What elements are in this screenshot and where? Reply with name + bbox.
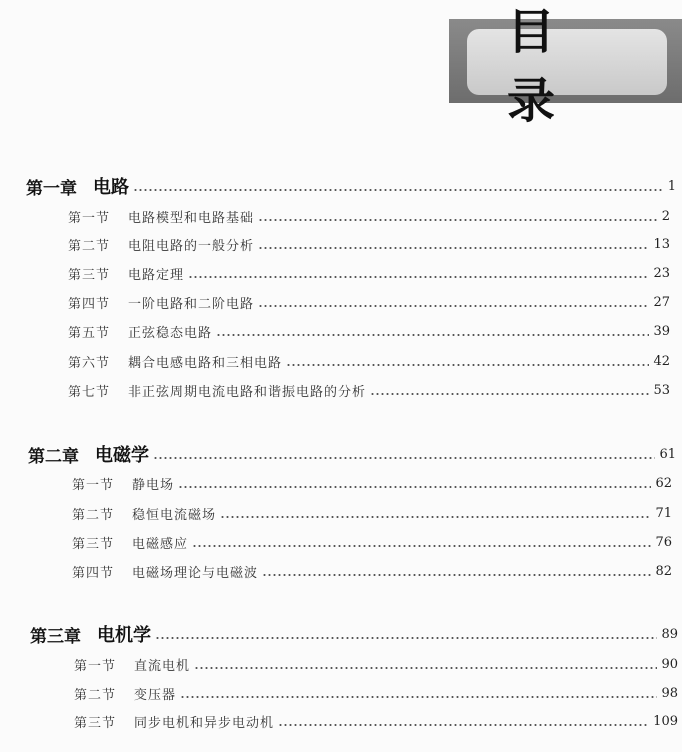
toc-chapter-row[interactable] <box>28 443 676 465</box>
page-number: 62 <box>655 475 672 491</box>
section-number: 第一节 <box>68 210 111 226</box>
page-number: 53 <box>653 382 670 398</box>
section-number: 第二节 <box>74 687 117 703</box>
page-number: 23 <box>653 265 670 281</box>
section-number: 第一节 <box>72 477 115 493</box>
page-number: 98 <box>661 685 678 701</box>
section-title: 一阶电路和二阶电路 <box>128 296 255 312</box>
toc-section-row[interactable] <box>68 205 670 227</box>
section-title: 电路模型和电路基础 <box>128 210 255 226</box>
page-number: 1 <box>667 178 676 194</box>
page-number: 71 <box>655 505 672 521</box>
toc-section-row[interactable] <box>68 262 670 284</box>
section-number: 第六节 <box>68 355 111 371</box>
page-number: 13 <box>653 236 670 252</box>
chapter-number: 第一章 <box>26 178 77 199</box>
toc-section-row[interactable] <box>72 502 672 524</box>
dot-leader <box>133 188 664 192</box>
chapter-title: 电机学 <box>97 625 151 646</box>
page-number: 39 <box>653 323 670 339</box>
toc-section-row[interactable] <box>68 291 670 313</box>
toc-chapter-row[interactable] <box>26 175 676 197</box>
page-number: 42 <box>653 353 670 369</box>
dot-leader <box>370 392 649 396</box>
dot-leader <box>153 456 655 460</box>
toc-section-row[interactable] <box>72 472 672 494</box>
toc-title: 目 录 <box>467 29 667 95</box>
toc-section-row[interactable] <box>74 653 678 675</box>
dot-leader <box>180 695 657 699</box>
chapter-number: 第二章 <box>28 446 79 467</box>
toc-title-box <box>449 4 682 129</box>
chapter-title: 电磁学 <box>95 445 149 466</box>
dot-leader <box>278 723 649 727</box>
dot-leader <box>192 544 651 548</box>
toc-section-row[interactable] <box>68 233 670 255</box>
section-title: 直流电机 <box>134 658 191 674</box>
section-title: 稳恒电流磁场 <box>132 507 217 523</box>
dot-leader <box>220 515 651 519</box>
toc-section-row[interactable] <box>74 682 678 704</box>
toc-section-row[interactable] <box>68 350 670 372</box>
dot-leader <box>286 363 649 367</box>
page-number: 2 <box>661 208 670 224</box>
section-title: 静电场 <box>132 477 175 493</box>
page-number: 89 <box>661 626 678 642</box>
toc-chapter-row[interactable] <box>30 623 678 645</box>
dot-leader <box>188 275 649 279</box>
page-number: 27 <box>653 294 670 310</box>
section-title: 同步电机和异步电动机 <box>134 715 275 731</box>
section-number: 第二节 <box>68 238 111 254</box>
section-number: 第四节 <box>68 296 111 312</box>
section-number: 第一节 <box>74 658 117 674</box>
dot-leader <box>262 573 651 577</box>
section-number: 第三节 <box>68 267 111 283</box>
page-number: 61 <box>659 446 676 462</box>
section-title: 非正弦周期电流电路和谐振电路的分析 <box>128 384 367 400</box>
toc-section-row[interactable] <box>68 320 670 342</box>
section-number: 第二节 <box>72 507 115 523</box>
chapter-title: 电路 <box>93 177 129 198</box>
dot-leader <box>155 636 657 640</box>
section-number: 第七节 <box>68 384 111 400</box>
toc-section-row[interactable] <box>68 379 670 401</box>
dot-leader <box>258 304 649 308</box>
section-title: 电磁场理论与电磁波 <box>132 565 259 581</box>
section-number: 第三节 <box>74 715 117 731</box>
section-title: 耦合电感电路和三相电路 <box>128 355 283 371</box>
section-title: 变压器 <box>134 687 177 703</box>
dot-leader <box>178 485 651 489</box>
section-number: 第四节 <box>72 565 115 581</box>
dot-leader <box>258 218 658 222</box>
page-number: 90 <box>661 656 678 672</box>
section-title: 电磁感应 <box>132 536 189 552</box>
toc-section-row[interactable] <box>72 560 672 582</box>
section-title: 正弦稳态电路 <box>128 325 213 341</box>
section-number: 第五节 <box>68 325 111 341</box>
section-title: 电路定理 <box>128 267 185 283</box>
page-number: 76 <box>655 534 672 550</box>
section-number: 第三节 <box>72 536 115 552</box>
toc-section-row[interactable] <box>72 531 672 553</box>
dot-leader <box>194 666 657 670</box>
section-title: 电阻电路的一般分析 <box>128 238 255 254</box>
toc-section-row[interactable] <box>74 710 678 732</box>
page-number: 109 <box>653 713 678 729</box>
dot-leader <box>216 333 649 337</box>
chapter-number: 第三章 <box>30 626 81 647</box>
dot-leader <box>258 246 649 250</box>
page-number: 82 <box>655 563 672 579</box>
